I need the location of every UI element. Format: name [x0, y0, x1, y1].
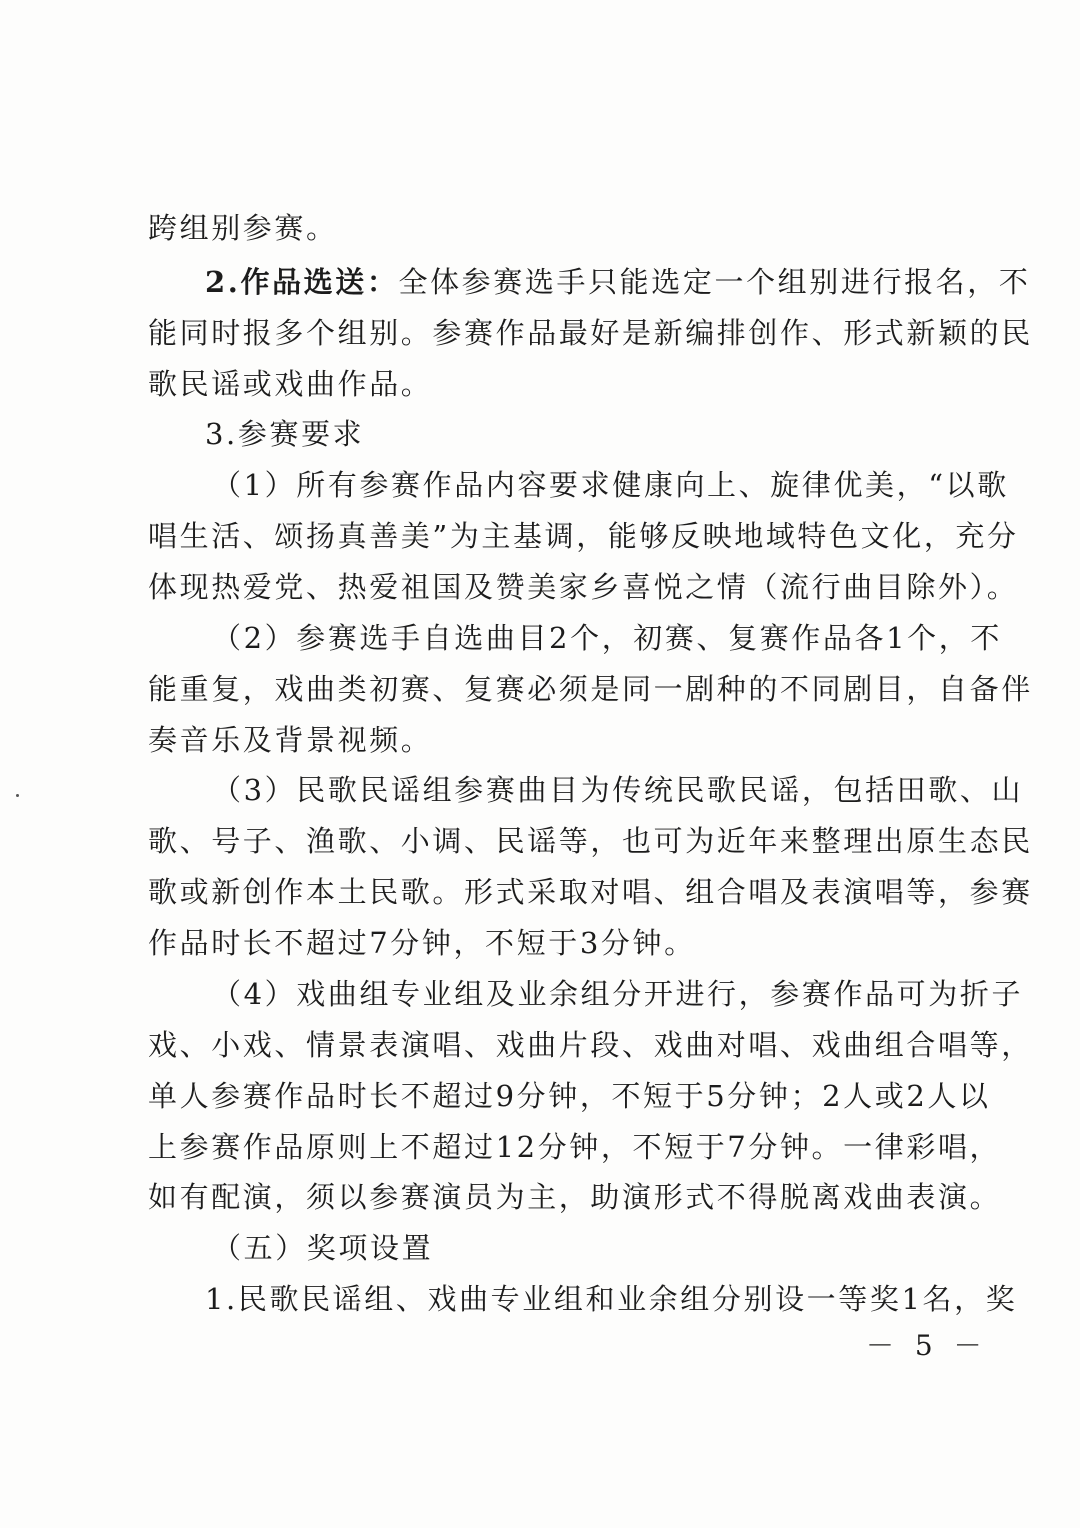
- text-line-13: 歌、号子、渔歌、小调、民谣等，也可为近年来整理出原生态民: [148, 824, 1033, 858]
- text-line-12: （3）民歌民谣组参赛曲目为传统民歌民谣，包括田歌、山: [212, 773, 1024, 807]
- text-line-16: （4）戏曲组专业组及业余组分开进行，参赛作品可为折子: [212, 977, 1024, 1011]
- scan-speck: [16, 794, 19, 797]
- text-line-6: （1）所有参赛作品内容要求健康向上、旋律优美，“以歌: [212, 468, 1009, 502]
- text-line-1: 跨组别参赛。: [148, 211, 338, 245]
- text-line-8: 体现热爱党、热爱祖国及赞美家乡喜悦之情（流行曲目除外）。: [148, 570, 1019, 604]
- text-line-20: 如有配演，须以参赛演员为主，助演形式不得脱离戏曲表演。: [148, 1180, 1002, 1214]
- text-line-14: 歌或新创作本土民歌。形式采取对唱、组合唱及表演唱等，参赛: [148, 875, 1033, 909]
- text-line-9: （2）参赛选手自选曲目2个，初赛、复赛作品各1个，不: [212, 621, 1002, 655]
- section-heading-3: 3.参赛要求: [205, 417, 365, 451]
- text-line-17: 戏、小戏、情景表演唱、戏曲片段、戏曲对唱、戏曲组合唱等，: [148, 1028, 1033, 1062]
- page-number: － 5 －: [866, 1329, 988, 1362]
- section-heading-2: 2.作品选送：: [205, 265, 399, 299]
- text-line-2-body: 全体参赛选手只能选定一个组别进行报名，不: [398, 265, 1031, 299]
- text-line-3: 能同时报多个组别。参赛作品最好是新编排创作、形式新颖的民: [148, 316, 1033, 350]
- text-line-4: 歌民谣或戏曲作品。: [148, 367, 433, 401]
- text-line-22: 1.民歌民谣组、戏曲专业组和业余组分别设一等奖1名，奖: [205, 1282, 1018, 1316]
- text-line-10: 能重复，戏曲类初赛、复赛必须是同一剧种的不同剧目，自备伴: [148, 672, 1033, 706]
- text-line-18: 单人参赛作品时长不超过9分钟，不短于5分钟；2人或2人以: [148, 1079, 991, 1113]
- text-line-15: 作品时长不超过7分钟，不短于3分钟。: [148, 926, 696, 960]
- text-line-2: [205, 262, 1031, 302]
- text-line-19: 上参赛作品原则上不超过12分钟，不短于7分钟。一律彩唱，: [148, 1130, 1002, 1164]
- text-line-7: 唱生活、颂扬真善美”为主基调，能够反映地域特色文化，充分: [148, 519, 1019, 553]
- section-heading-5: （五）奖项设置: [212, 1231, 434, 1265]
- text-line-11: 奏音乐及背景视频。: [148, 723, 433, 757]
